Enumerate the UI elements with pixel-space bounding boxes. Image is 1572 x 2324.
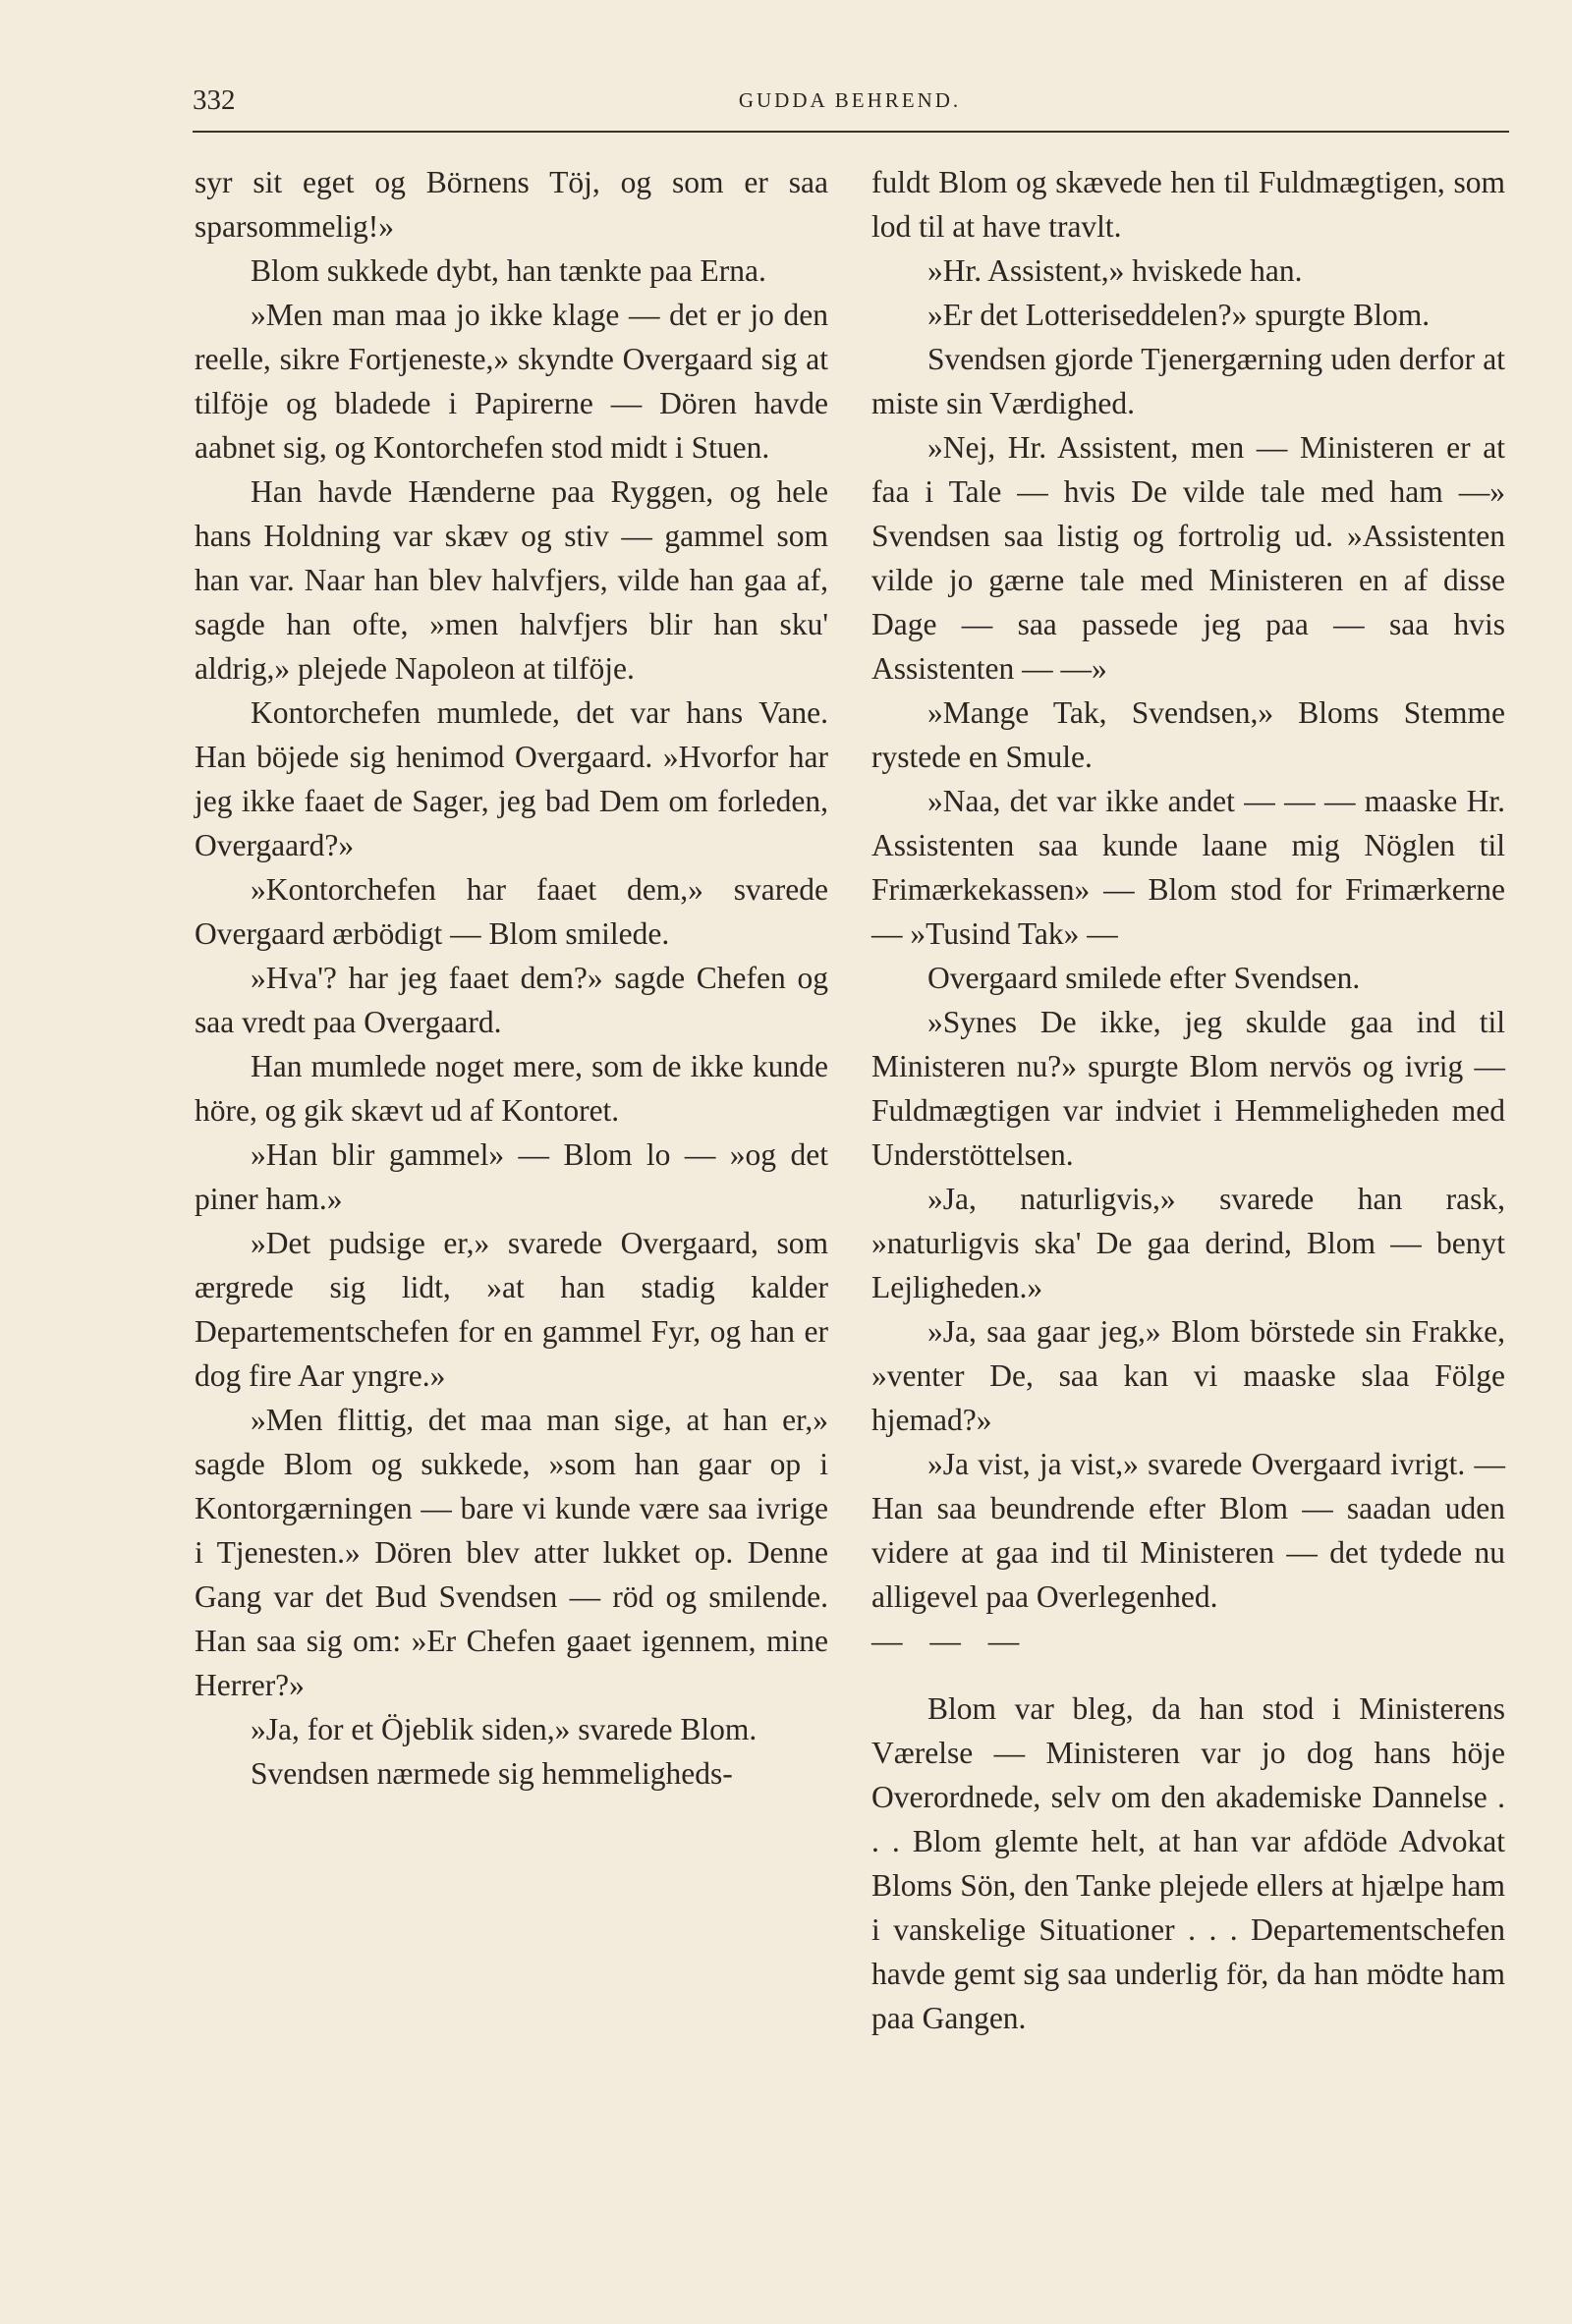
paragraph: »Han blir gammel» — Blom lo — »og det piner ham.» bbox=[195, 1137, 828, 1216]
paragraph: »Er det Lotteriseddelen?» spurgte Blom. bbox=[927, 298, 1431, 332]
paragraph: »Nej, Hr. Assistent, men — Ministeren er at faa i Tale — hvis De vilde tale med ham —» Svendsen saa listig og fortrolig ud. »Assistenten vilde jo gærne tale med Ministeren en af disse Dage — saa passede jeg paa — saa hvis Assistenten — —» bbox=[871, 430, 1505, 686]
paragraph: »Naa, det var ikke andet — — — maaske Hr. Assistenten saa kunde laane mig Nöglen til Frimærkekassen» — Blom stod for Frimærkerne — »Tusind Tak» — bbox=[871, 784, 1505, 951]
paragraph: »Ja, for et Öjeblik siden,» svarede Blom. bbox=[251, 1712, 758, 1746]
paragraph: »Mange Tak, Svendsen,» Bloms Stemme rystede en Smule. bbox=[871, 695, 1505, 774]
paragraph: Han havde Hænderne paa Ryggen, og hele hans Holdning var skæv og stiv — gammel som han var. Naar han blev halvfjers, vilde han gaa af, sagde han ofte, »men halvfjers blir han sku' aldrig,» plejede Napoleon at tilföje. bbox=[195, 474, 828, 686]
section-divider: — — — bbox=[871, 1624, 1030, 1658]
paragraph: syr sit eget og Börnens Töj, og som er saa sparsommelig!» bbox=[195, 165, 828, 244]
paragraph: Blom var bleg, da han stod i Ministerens Værelse — Ministeren var jo dog hans höje Overordnede, selv om den akademiske Dannelse . . . Blom glemte helt, at han var afdöde Advokat Bloms Sön, den Tanke plejede ellers at hjælpe ham i vanskelige Situationer . . . Departementschefen havde gemt sig saa underlig för, da han mödte ham paa Gangen. bbox=[871, 1691, 1505, 2035]
page-header bbox=[193, 79, 1507, 128]
paragraph: »Men man maa jo ikke klage — det er jo den reelle, sikre Fortjeneste,» skyndte Overgaard sig at tilföje og bladede i Papirerne — Dören havde aabnet sig, og Kontorchefen stod midt i Stuen. bbox=[195, 298, 828, 465]
paragraph: Han mumlede noget mere, som de ikke kunde höre, og gik skævt ud af Kontoret. bbox=[195, 1049, 828, 1128]
header-rule bbox=[193, 131, 1509, 133]
running-title: GUDDA BEHREND. bbox=[738, 88, 962, 112]
paragraph: »Det pudsige er,» svarede Overgaard, som ærgrede sig lidt, »at han stadig kalder Departementschefen for en gammel Fyr, og han er dog fire Aar yngre.» bbox=[195, 1226, 828, 1393]
left-column bbox=[195, 160, 828, 1796]
paragraph: Kontorchefen mumlede, det var hans Vane. Han böjede sig henimod Overgaard. »Hvorfor har jeg ikke faaet de Sager, jeg bad Dem om forleden, Overgaard?» bbox=[195, 695, 828, 862]
paragraph: »Hr. Assistent,» hviskede han. bbox=[927, 253, 1303, 288]
paragraph: »Kontorchefen har faaet dem,» svarede Overgaard ærbödigt — Blom smilede. bbox=[195, 872, 828, 951]
paragraph: »Hva'? har jeg faaet dem?» sagde Chefen og saa vredt paa Overgaard. bbox=[195, 961, 828, 1039]
paragraph: Overgaard smilede efter Svendsen. bbox=[927, 961, 1361, 995]
paragraph: »Ja, saa gaar jeg,» Blom börstede sin Frakke, »venter De, saa kan vi maaske slaa Fölge hjemad?» bbox=[871, 1314, 1505, 1437]
paragraph: »Synes De ikke, jeg skulde gaa ind til Ministeren nu?» spurgte Blom nervös og ivrig — Fuldmægtigen var indviet i Hemmeligheden med Understöttelsen. bbox=[871, 1005, 1505, 1172]
page-number: 332 bbox=[193, 84, 236, 116]
right-column bbox=[871, 160, 1505, 2040]
paragraph: Blom sukkede dybt, han tænkte paa Erna. bbox=[251, 253, 766, 288]
paragraph: »Men flittig, det maa man sige, at han er,» sagde Blom og sukkede, »som han gaar op i Kontorgærningen — bare vi kunde være saa ivrige i Tjenesten.» Dören blev atter lukket op. Denne Gang var det Bud Svendsen — röd og smilende. Han saa sig om: »Er Chefen gaaet igennem, mine Herrer?» bbox=[195, 1403, 828, 1702]
paragraph: Svendsen gjorde Tjenergærning uden derfor at miste sin Værdighed. bbox=[871, 342, 1505, 420]
paragraph: »Ja, naturligvis,» svarede han rask, »naturligvis ska' De gaa derind, Blom — benyt Lejligheden.» bbox=[871, 1182, 1505, 1304]
paragraph: fuldt Blom og skævede hen til Fuldmægtigen, som lod til at have travlt. bbox=[871, 165, 1505, 244]
paragraph: Svendsen nærmede sig hemmeligheds- bbox=[251, 1756, 733, 1791]
paragraph: »Ja vist, ja vist,» svarede Overgaard ivrigt. — Han saa beundrende efter Blom — saadan uden videre at gaa ind til Ministeren — det tydede nu alligevel paa Overlegenhed. bbox=[871, 1447, 1505, 1614]
